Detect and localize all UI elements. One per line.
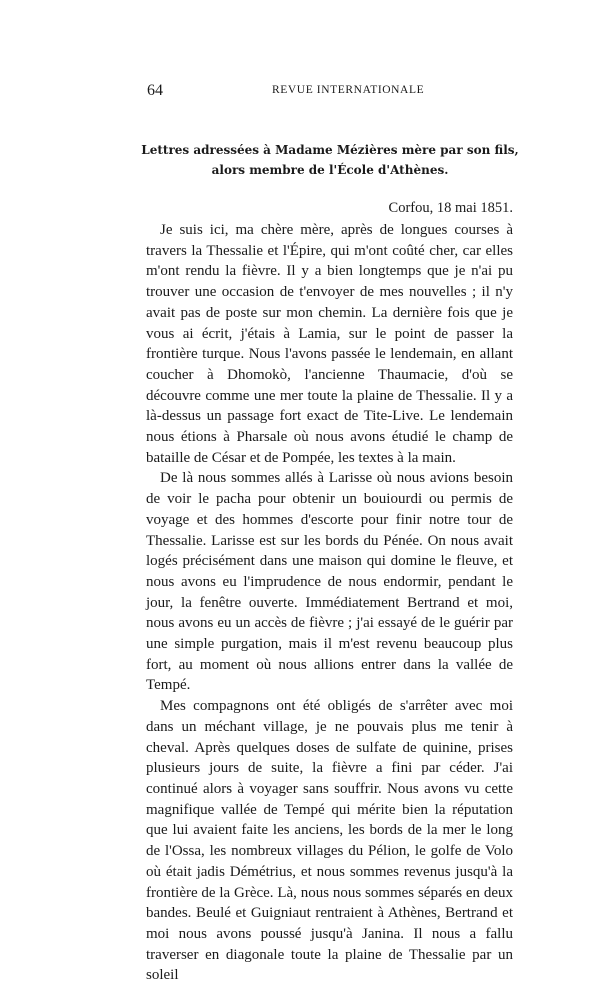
journal-title: REVUE INTERNATIONALE xyxy=(272,84,425,96)
letter-body xyxy=(146,220,513,986)
letter-title-line-1: Lettres adressées à Madame Mézières mère par son fils, xyxy=(141,143,519,157)
letter-title-line-2: alors membre de l'École d'Athènes. xyxy=(211,163,449,177)
paragraph-3: Mes compagnons ont été obligés de s'arrêter avec moi dans un méchant village, je ne pouvais plus me tenir à cheval. Après quelques doses de sulfate de quinine, prises plusieurs jours de suite, la fièvre a fini par céder. J'ai continué alors à voyager sans souffrir. Nous avons vu cette magnifique vallée de Tempé qui mérite bien la réputation que lui avaient faite les anciens, les bords de la mer le long de l'Ossa, les nombreux villages du Pélion, le golfe de Volo où était jadis Démétrius, et nous sommes revenus jusqu'à la frontière de la Grèce. Là, nous nous sommes séparés en deux bandes. Beulé et Guigniaut rentraient à Athènes, Bertrand et moi nous avons poussé jusqu'à Janina. Il nous a fallu traverser en diagonale toute la plaine de Thessalie par un soleil xyxy=(146,698,513,984)
paragraph-2: De là nous sommes allés à Larisse où nous avions besoin de voir le pacha pour obtenir un bouiourdi ou permis de voyage et des hommes d'escorte pour finir notre tour de Thessalie. Larisse est sur les bords du Pénée. On nous avait logés précisément dans une maison qui domine le fleuve, et nous avons eu l'imprudence de nous endormir, pendant le jour, la fenêtre ouverte. Immédiatement Bertrand et moi, nous avons eu un accès de fièvre ; j'ai essayé de le guérir par une simple purgation, mais il m'est revenu beaucoup plus fort, au moment où nous allions entrer dans la vallée de Tempé. xyxy=(146,470,513,694)
running-head xyxy=(0,82,613,102)
letter-title xyxy=(140,140,520,180)
page-number: 64 xyxy=(147,82,163,99)
dateline: Corfou, 18 mai 1851. xyxy=(388,200,513,216)
paragraph-1: Je suis ici, ma chère mère, après de longues courses à travers la Thessalie et l'Épire, qui m'ont coûté cher, car elles m'ont rendu la fièvre. Il y a bien longtemps que je n'ai pu trouver une occasion de t'envoyer de mes nouvelles ; il n'y avait pas de poste sur mon chemin. La dernière fois que je vous ai écrit, j'étais à Lamia, sur le point de passer la frontière turque. Nous l'avons passée le lendemain, en allant coucher à Dhomokò, l'ancienne Thaumacie, d'où se découvre comme une mer toute la plaine de Thessalie. Il y a là-dessus un passage fort exact de Tite-Live. Le lendemain nous étions à Pharsale où nous avons étudié le champ de bataille de César et de Pompée, les textes à la main. xyxy=(146,222,513,466)
